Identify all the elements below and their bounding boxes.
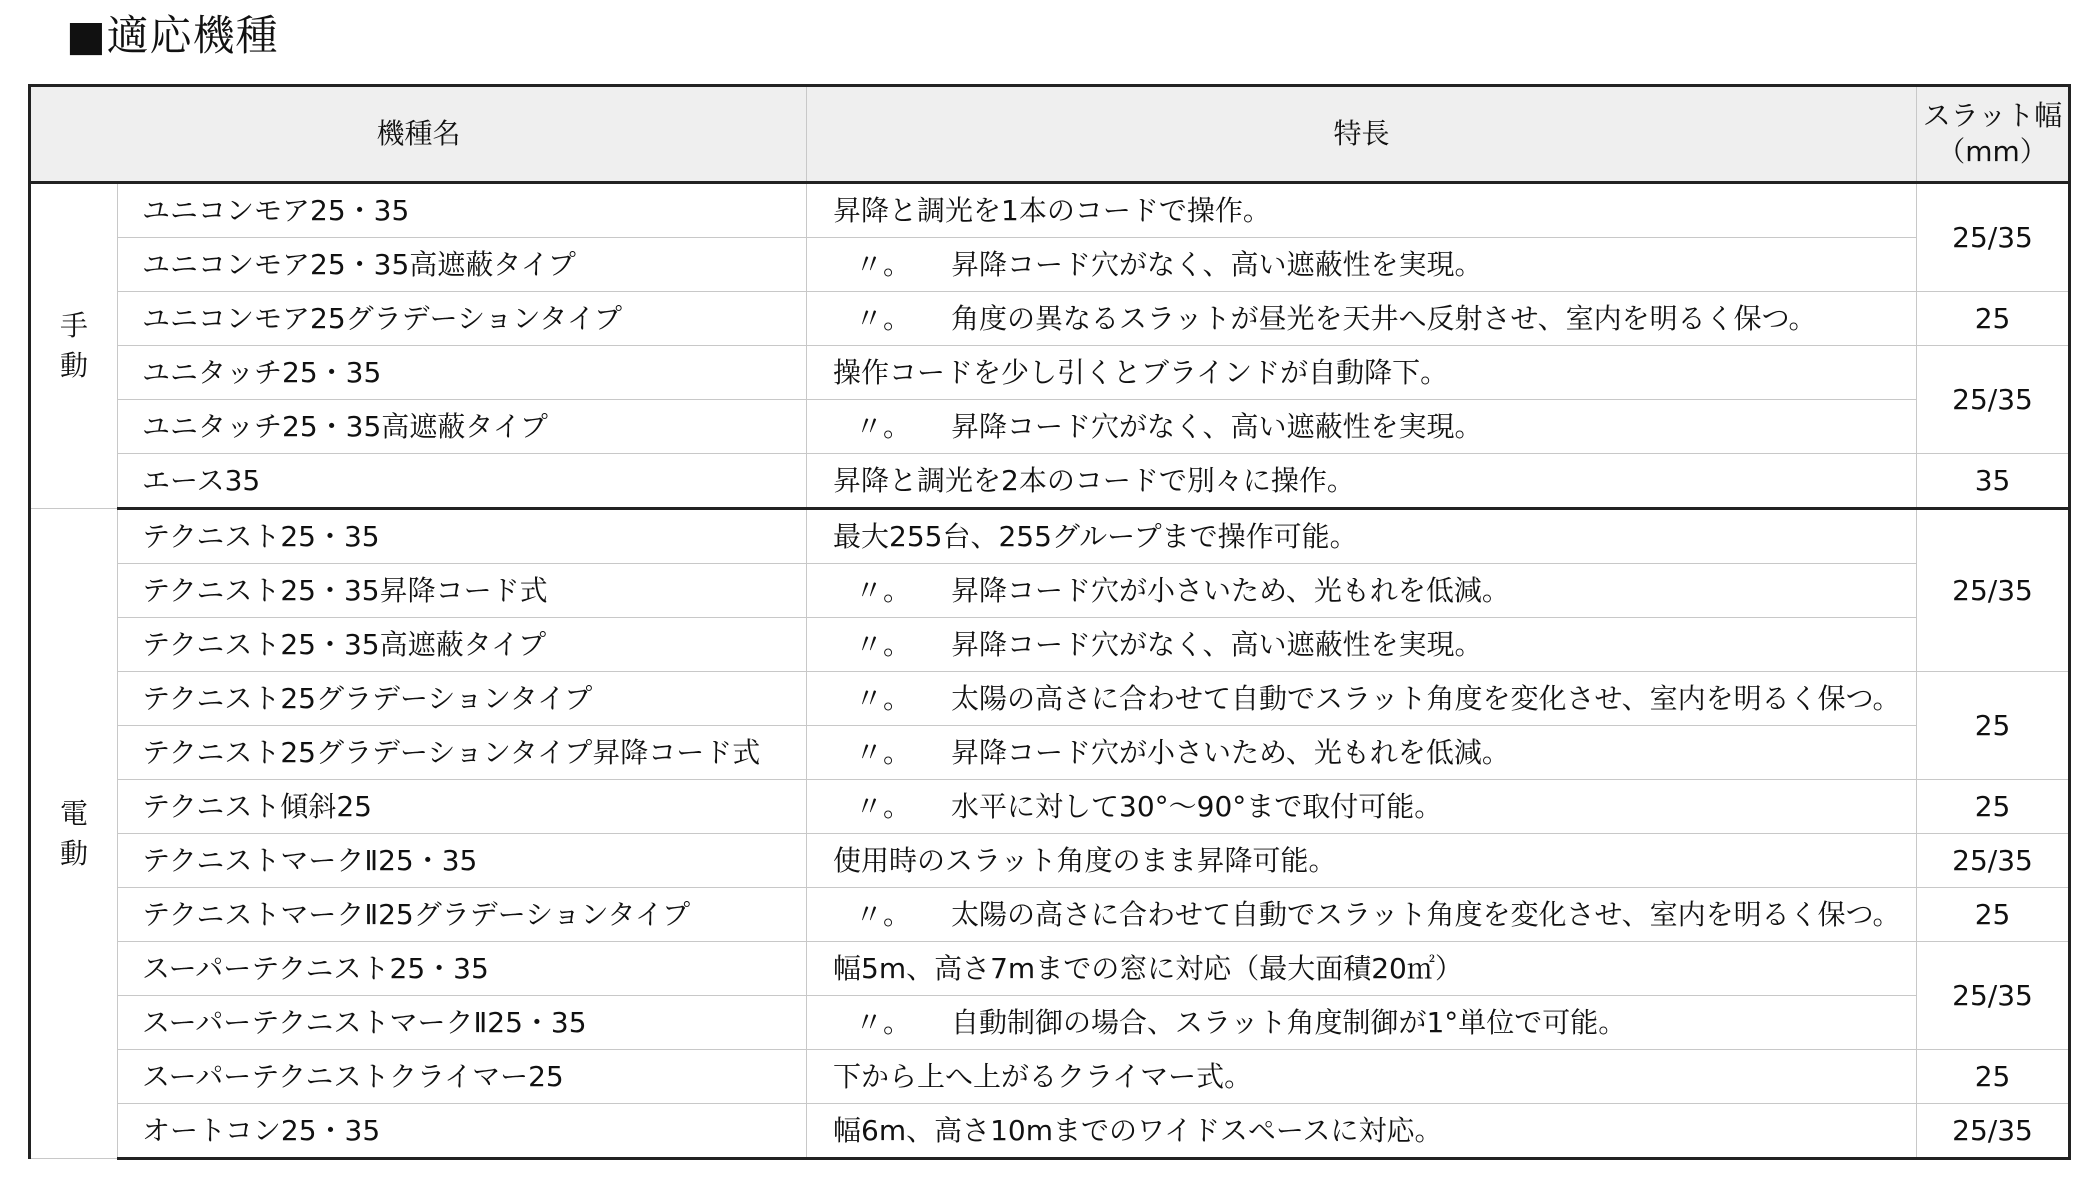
feature-text: 自動制御の場合、スラット角度制御が1°単位で可能。: [951, 1006, 1627, 1039]
category-char: 動: [59, 836, 88, 870]
model-name-cell: ユニタッチ25・35高遮蔽タイプ: [118, 400, 807, 454]
compatible-models-table: [28, 84, 2071, 1160]
feature-cell: [807, 726, 1917, 780]
slat-width-cell: 25: [1917, 672, 2070, 780]
feature-cell: [807, 780, 1917, 834]
feature-text: 昇降と調光を2本のコードで別々に操作。: [833, 464, 1355, 497]
table-row: [30, 780, 2070, 834]
feature-text: 昇降コード穴がなく、高い遮蔽性を実現。: [951, 410, 1483, 443]
feature-cell: [807, 238, 1917, 292]
header-row: [30, 86, 2070, 183]
feature-text: 太陽の高さに合わせて自動でスラット角度を変化させ、室内を明るく保つ。: [951, 682, 1901, 715]
ditto-mark: 〃。: [855, 574, 912, 607]
table-row: [30, 888, 2070, 942]
feature-cell: [807, 942, 1917, 996]
feature-cell: [807, 454, 1917, 509]
feature-cell: [807, 346, 1917, 400]
header-slat-width: [1917, 86, 2070, 183]
ditto-mark: 〃。: [855, 736, 912, 769]
feature-text: 昇降と調光を1本のコードで操作。: [833, 194, 1271, 227]
ditto-mark: 〃。: [855, 682, 912, 715]
header-feature: 特長: [807, 86, 1917, 183]
header-slat-width-label: スラット幅: [1922, 99, 2063, 132]
model-name-cell: スーパーテクニストクライマー25: [118, 1050, 807, 1104]
slat-width-cell: 25/35: [1917, 346, 2070, 454]
slat-width-cell: 35: [1917, 454, 2070, 509]
feature-cell: [807, 672, 1917, 726]
table-row: [30, 564, 2070, 618]
slat-width-cell: 25/35: [1917, 509, 2070, 672]
model-name-cell: ユニタッチ25・35: [118, 346, 807, 400]
model-name-cell: テクニスト傾斜25: [118, 780, 807, 834]
feature-text: 使用時のスラット角度のまま昇降可能。: [833, 844, 1337, 877]
slat-width-cell: 25: [1917, 888, 2070, 942]
feature-cell: [807, 183, 1917, 238]
slat-width-cell: 25: [1917, 292, 2070, 346]
model-name-cell: スーパーテクニスト25・35: [118, 942, 807, 996]
model-name-cell: テクニスト25・35昇降コード式: [118, 564, 807, 618]
slat-width-cell: 25: [1917, 780, 2070, 834]
table-row: [30, 400, 2070, 454]
feature-cell: [807, 888, 1917, 942]
ditto-mark: 〃。: [855, 628, 912, 661]
category-cell: [30, 183, 118, 509]
page-title: ■適応機種: [66, 11, 279, 60]
slat-width-cell: 25/35: [1917, 183, 2070, 292]
model-name-cell: オートコン25・35: [118, 1104, 807, 1159]
feature-cell: [807, 1050, 1917, 1104]
feature-text: 角度の異なるスラットが昼光を天井へ反射させ、室内を明るく保つ。: [951, 302, 1817, 335]
feature-text: 下から上へ上がるクライマー式。: [833, 1060, 1253, 1093]
table-row: [30, 834, 2070, 888]
feature-text: 水平に対して30°～90°まで取付可能。: [951, 790, 1443, 823]
slat-width-cell: 25/35: [1917, 834, 2070, 888]
feature-text: 最大255台、255グループまで操作可能。: [833, 520, 1358, 553]
table-row: [30, 346, 2070, 400]
ditto-mark: 〃。: [855, 302, 912, 335]
table-row: [30, 618, 2070, 672]
model-name-cell: エース35: [118, 454, 807, 509]
model-name-cell: ユニコンモア25・35高遮蔽タイプ: [118, 238, 807, 292]
feature-cell: [807, 1104, 1917, 1159]
table-row: [30, 292, 2070, 346]
feature-text: 幅6m、高さ10mまでのワイドスペースに対応。: [833, 1114, 1443, 1147]
feature-cell: [807, 564, 1917, 618]
ditto-mark: 〃。: [855, 1006, 912, 1039]
compatible-models-table-wrapper: [28, 84, 2068, 1160]
feature-text: 太陽の高さに合わせて自動でスラット角度を変化させ、室内を明るく保つ。: [951, 898, 1901, 931]
table-row: [30, 996, 2070, 1050]
table-row: [30, 238, 2070, 292]
feature-text: 幅5m、高さ7mまでの窓に対応（最大面積20㎡）: [833, 952, 1463, 985]
feature-cell: [807, 834, 1917, 888]
header-slat-width-unit: （mm）: [1937, 135, 2048, 168]
model-name-cell: テクニスト25・35高遮蔽タイプ: [118, 618, 807, 672]
ditto-mark: 〃。: [855, 410, 912, 443]
model-name-cell: ユニコンモア25グラデーションタイプ: [118, 292, 807, 346]
category-cell: [30, 509, 118, 1159]
table-row: [30, 454, 2070, 509]
table-row: [30, 183, 2070, 238]
category-char: 手: [59, 309, 88, 342]
model-name-cell: テクニスト25グラデーションタイプ: [118, 672, 807, 726]
feature-text: 昇降コード穴がなく、高い遮蔽性を実現。: [951, 248, 1483, 281]
feature-cell: [807, 292, 1917, 346]
ditto-mark: 〃。: [855, 248, 912, 281]
feature-text: 昇降コード穴が小さいため、光もれを低減。: [951, 736, 1510, 769]
slat-width-cell: 25/35: [1917, 1104, 2070, 1159]
table-row: [30, 942, 2070, 996]
slat-width-cell: 25/35: [1917, 942, 2070, 1050]
category-char: 電: [59, 796, 88, 830]
table-row: [30, 672, 2070, 726]
ditto-mark: 〃。: [855, 898, 912, 931]
model-name-cell: テクニストマークⅡ25グラデーションタイプ: [118, 888, 807, 942]
slat-width-cell: 25: [1917, 1050, 2070, 1104]
feature-cell: [807, 509, 1917, 564]
table-body: [30, 183, 2070, 1159]
ditto-mark: 〃。: [855, 790, 912, 823]
feature-cell: [807, 400, 1917, 454]
table-row: [30, 509, 2070, 564]
feature-cell: [807, 618, 1917, 672]
model-name-cell: テクニストマークⅡ25・35: [118, 834, 807, 888]
header-model-name: 機種名: [30, 86, 807, 183]
table-row: [30, 1050, 2070, 1104]
feature-cell: [807, 996, 1917, 1050]
model-name-cell: ユニコンモア25・35: [118, 183, 807, 238]
model-name-cell: テクニスト25グラデーションタイプ昇降コード式: [118, 726, 807, 780]
feature-text: 昇降コード穴が小さいため、光もれを低減。: [951, 574, 1510, 607]
model-name-cell: スーパーテクニストマークⅡ25・35: [118, 996, 807, 1050]
table-row: [30, 726, 2070, 780]
table-row: [30, 1104, 2070, 1159]
feature-text: 操作コードを少し引くとブラインドが自動降下。: [833, 356, 1449, 389]
category-char: 動: [59, 349, 88, 382]
feature-text: 昇降コード穴がなく、高い遮蔽性を実現。: [951, 628, 1483, 661]
model-name-cell: テクニスト25・35: [118, 509, 807, 564]
